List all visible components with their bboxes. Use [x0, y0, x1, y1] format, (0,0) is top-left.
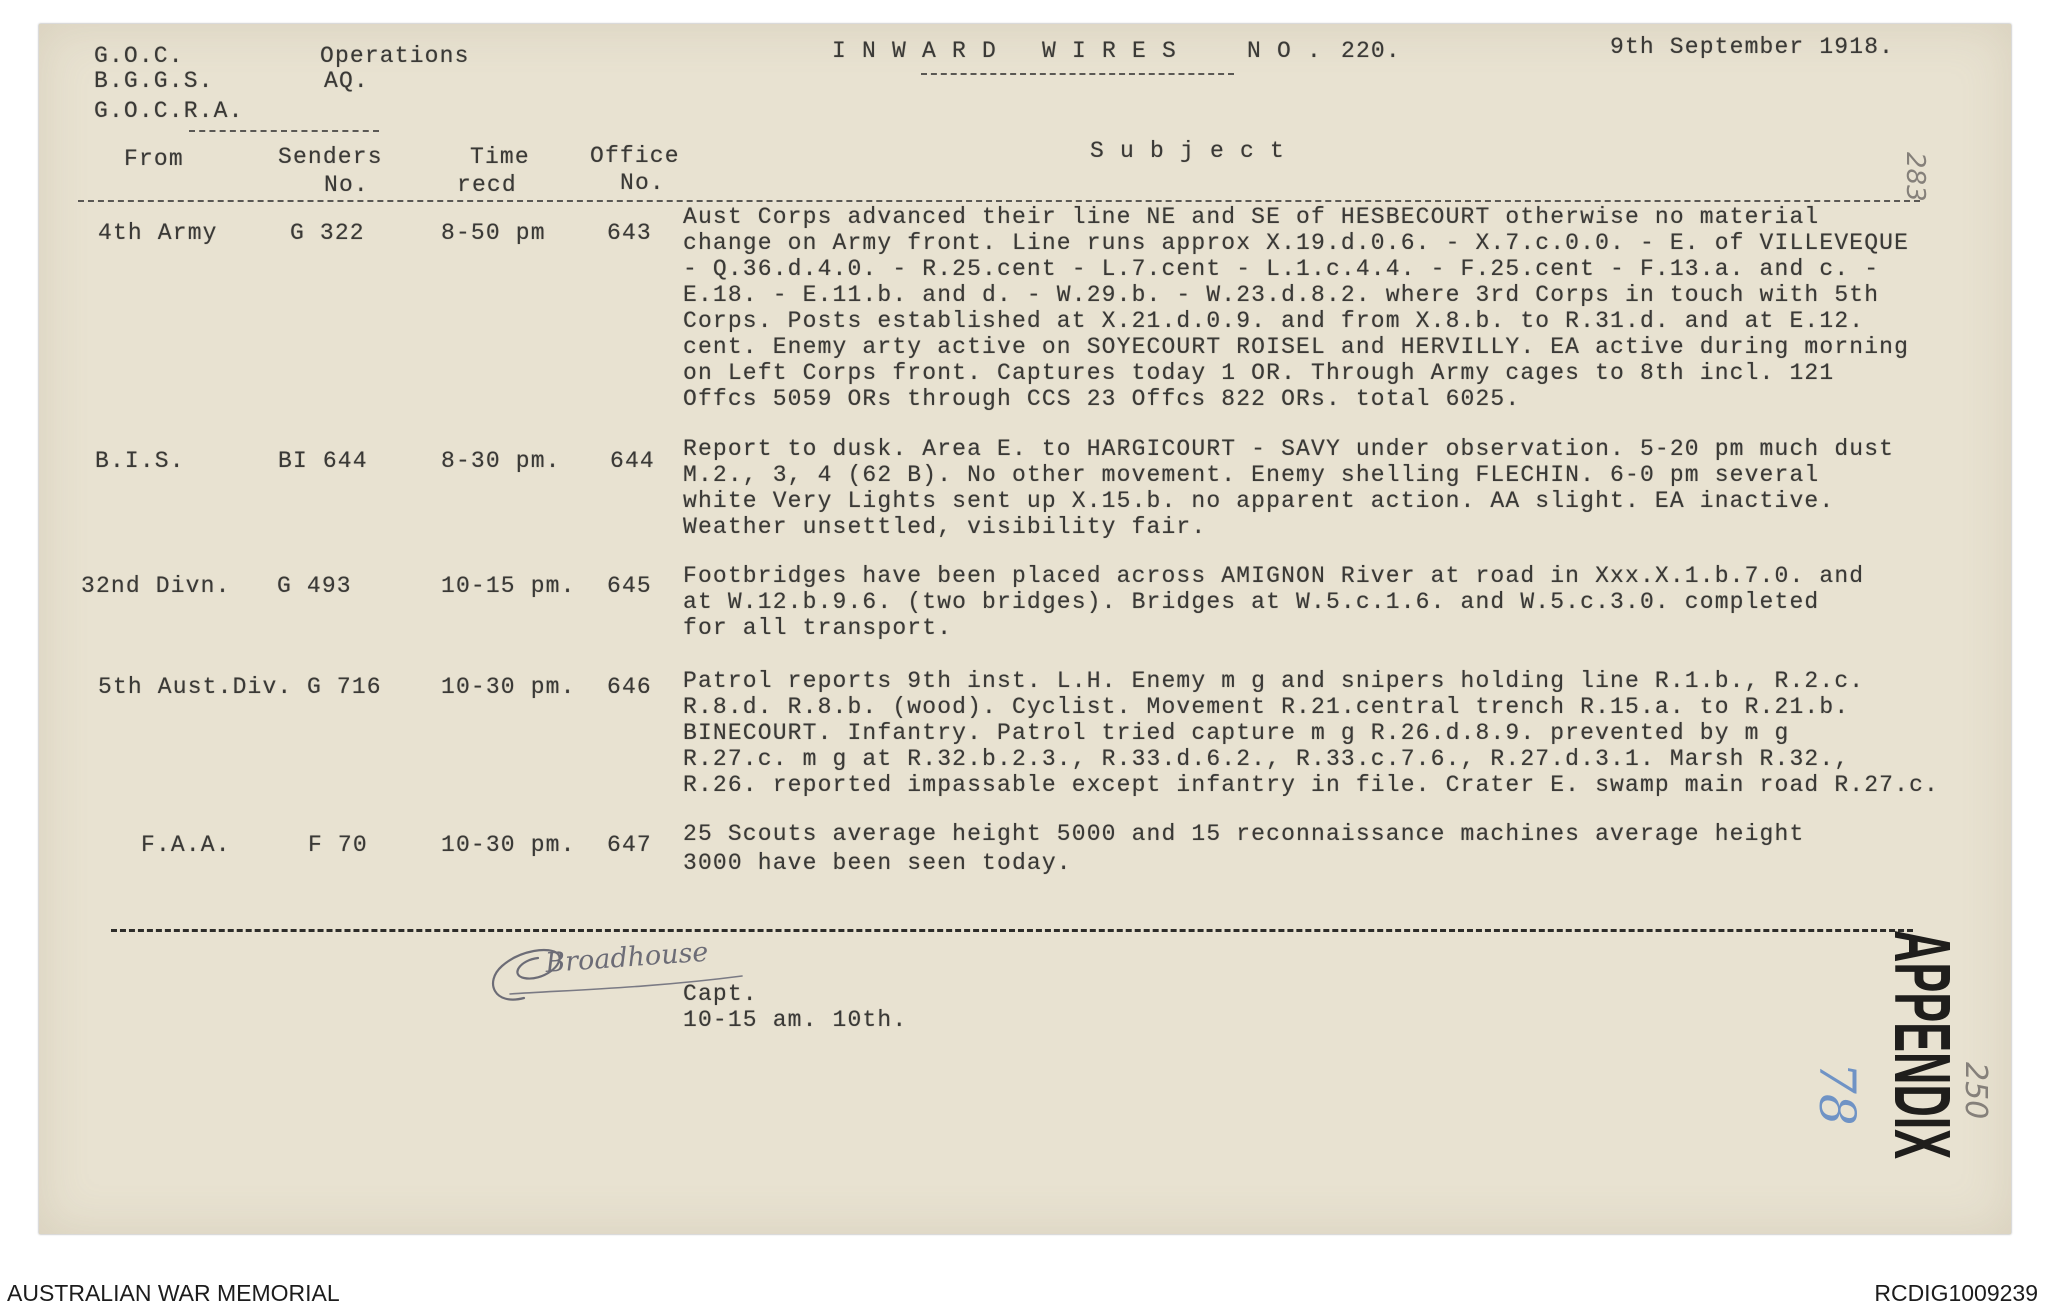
wire-subject: [683, 668, 1939, 798]
wire-senders-no: G 493: [277, 573, 352, 599]
subject-line: white Very Lights sent up X.15.b. no apparent action. AA slight. EA inactive.: [683, 488, 1835, 514]
folio-number: 283: [1900, 152, 1930, 202]
subject-line: Weather unsettled, visibility fair.: [683, 514, 1207, 540]
document-number-label: NO.: [1247, 38, 1338, 64]
wire-office-no: 645: [607, 573, 652, 599]
wire-row-644: [0, 436, 2048, 540]
wire-row-643: [0, 204, 2048, 412]
closing-time: 10-15 am. 10th.: [683, 1007, 908, 1033]
appendix-stamp: APPENDIX: [1878, 930, 1967, 1160]
column-header-senders-no: No.: [324, 172, 369, 198]
branch-operations: Operations: [320, 43, 470, 69]
subject-line: Corps. Posts established at X.21.d.0.9. and from X.8.b. to R.31.d. and at E.12.: [683, 308, 1865, 334]
signature-name: Broadhouse: [544, 936, 710, 979]
subject-line: 25 Scouts average height 5000 and 15 reconnaissance machines average height: [683, 821, 1805, 847]
archive-name: AUSTRALIAN WAR MEMORIAL: [7, 1280, 340, 1306]
subject-line: R.8.d. R.8.b. (wood). Cyclist. Movement R.21.central trench R.15.a. to R.21.b.: [683, 694, 1850, 720]
subject-line: E.18. - E.11.b. and d. - W.29.b. - W.23.d.8.2. where 3rd Corps in touch with 5th: [683, 282, 1880, 308]
wire-office-no: 646: [607, 674, 652, 700]
wire-senders-no: F 70: [308, 832, 368, 858]
wire-time-received: 10-30 pm.: [441, 832, 576, 858]
subject-line: M.2., 3, 4 (62 B). No other movement. Enemy shelling FLECHIN. 6-0 pm several: [683, 462, 1820, 488]
column-header-from: From: [124, 146, 184, 172]
divider: [189, 130, 379, 132]
signatory-rank: Capt.: [683, 981, 758, 1007]
wire-from: 5th Aust.Div.: [98, 674, 293, 700]
wire-office-no: 643: [607, 220, 652, 246]
wire-from: 4th Army: [98, 220, 218, 246]
wire-from: B.I.S.: [95, 448, 185, 474]
wire-office-no: 647: [607, 832, 652, 858]
subject-line: 3000 have been seen today.: [683, 850, 1072, 876]
subject-line: R.26. reported impassable except infantry in file. Crater E. swamp main road R.27.c.: [683, 772, 1939, 798]
document-number: 220.: [1341, 38, 1401, 64]
title-underline: [921, 73, 1234, 75]
closing-divider: [111, 929, 1913, 932]
wire-from: 32nd Divn.: [81, 573, 231, 599]
subject-line: cent. Enemy arty active on SOYECOURT ROISEL and HERVILLY. EA active during morning: [683, 334, 1910, 360]
column-header-senders: Senders: [278, 144, 383, 170]
wire-time-received: 8-50 pm: [441, 220, 546, 246]
subject-line: at W.12.b.9.6. (two bridges). Bridges at W.5.c.1.6. and W.5.c.3.0. completed: [683, 589, 1820, 615]
wire-from: F.A.A.: [141, 832, 231, 858]
wire-time-received: 8-30 pm.: [441, 448, 561, 474]
wire-row-645: [0, 563, 2048, 641]
column-header-time: Time: [470, 144, 530, 170]
subject-line: Offcs 5059 ORs through CCS 23 Offcs 822 ORs. total 6025.: [683, 386, 1521, 412]
subject-line: - Q.36.d.4.0. - R.25.cent - L.7.cent - L.1.c.4.4. - F.25.cent - F.13.a. and c. -: [683, 256, 1880, 282]
subject-line: R.27.c. m g at R.32.b.2.3., R.33.d.6.2., R.33.c.7.6., R.27.d.3.1. Marsh R.32.,: [683, 746, 1850, 772]
handwritten-pencil-number: 250: [1958, 1062, 1993, 1120]
wire-subject: [683, 820, 1804, 878]
column-header-subject: Subject: [1090, 138, 1301, 164]
subject-line: Patrol reports 9th inst. L.H. Enemy m g and snipers holding line R.1.b., R.2.c.: [683, 668, 1865, 694]
archive-reference: RCDIG1009239: [1874, 1280, 2038, 1306]
branch-aq: AQ.: [324, 68, 369, 94]
wire-time-received: 10-30 pm.: [441, 674, 576, 700]
document-title: INWARD WIRES: [832, 38, 1193, 64]
distribution-bggs: B.G.G.S.: [94, 68, 214, 94]
wire-subject: [683, 436, 1894, 540]
wire-time-received: 10-15 pm.: [441, 573, 576, 599]
subject-line: change on Army front. Line runs approx X.19.d.0.6. - X.7.c.0.0. - E. of VILLEVEQUE: [683, 230, 1910, 256]
wire-senders-no: G 716: [307, 674, 382, 700]
wire-subject: [683, 204, 1909, 412]
subject-line: for all transport.: [683, 615, 953, 641]
wire-subject: [683, 563, 1864, 641]
subject-line: Report to dusk. Area E. to HARGICOURT - SAVY under observation. 5-20 pm much dust: [683, 436, 1895, 462]
wire-office-no: 644: [610, 448, 655, 474]
header-divider: [78, 200, 1920, 202]
subject-line: Aust Corps advanced their line NE and SE of HESBECOURT otherwise no material: [683, 204, 1820, 230]
wire-senders-no: G 322: [290, 220, 365, 246]
distribution-gocra: G.O.C.R.A.: [94, 98, 244, 124]
document-date: 9th September 1918.: [1610, 34, 1895, 60]
column-header-office: Office: [590, 143, 680, 169]
wire-row-647: [0, 820, 2048, 876]
column-header-office-no: No.: [620, 170, 665, 196]
subject-line: BINECOURT. Infantry. Patrol tried capture m g R.26.d.8.9. prevented by m g: [683, 720, 1790, 746]
distribution-goc: G.O.C.: [94, 43, 184, 69]
subject-line: Footbridges have been placed across AMIGNON River at road in Xxx.X.1.b.7.0. and: [683, 563, 1865, 589]
subject-line: on Left Corps front. Captures today 1 OR. Through Army cages to 8th incl. 121: [683, 360, 1835, 386]
wire-senders-no: BI 644: [278, 448, 368, 474]
column-header-time-recd: recd: [457, 172, 517, 198]
wire-row-646: [0, 668, 2048, 798]
handwritten-blue-number: 78: [1808, 1062, 1866, 1126]
